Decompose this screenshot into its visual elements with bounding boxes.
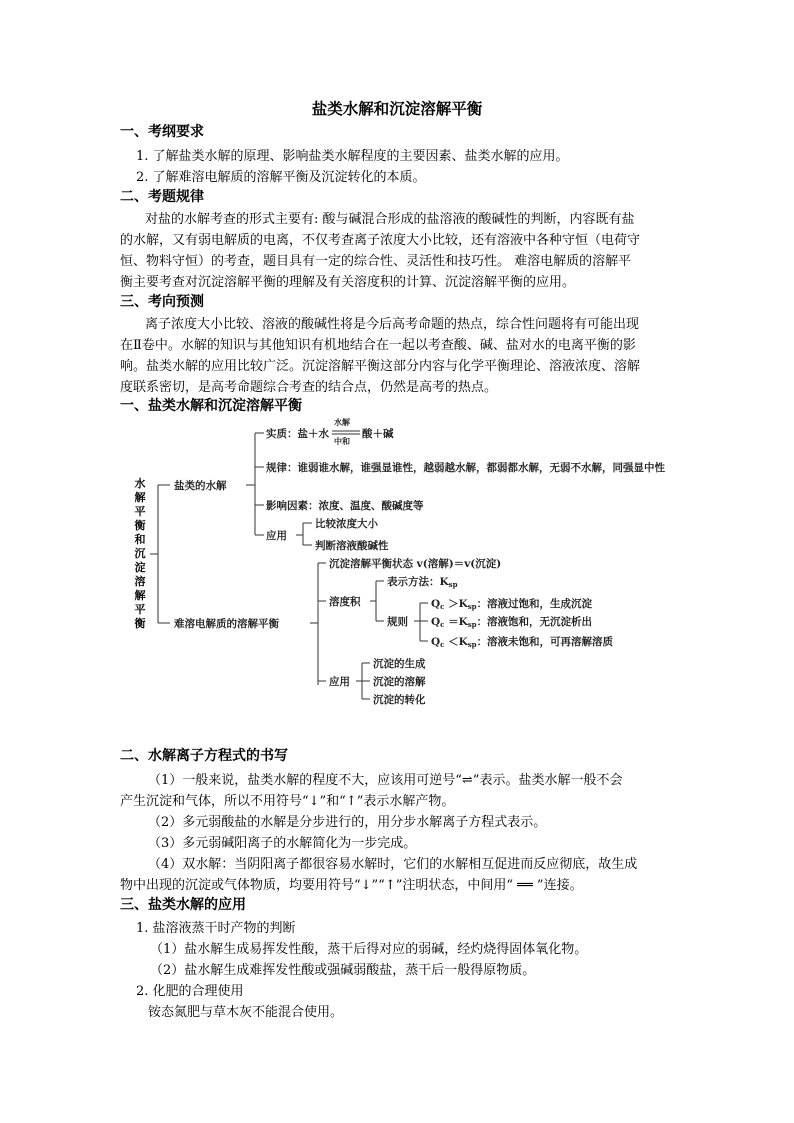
precipitate-dissolution: 沉淀的溶解 [373, 676, 426, 688]
hydrolysis-rule: 规律：谁弱谁水解，谁强显谁性，越弱越水解，都弱都水解，无弱不水解，同强显中性 [266, 462, 665, 474]
section-heading-syllabus: 一、考纲要求 [120, 124, 204, 140]
concept-diagram [120, 415, 720, 715]
ksp-expression: 表示方法：$K_{sp}$ [387, 576, 458, 589]
rule-unsaturated: $Q_c <K_{sp}$：溶液未饱和，可再溶解溶质 [431, 636, 614, 649]
forecast-line: 响。盐类水解的应用比较广泛。沉淀溶解平衡这部分内容与化学平衡理论、溶液浓度、溶解 [120, 359, 641, 374]
application-judge-acidity: 判断溶液酸碱性 [315, 540, 389, 552]
section-heading-patterns: 二、考题规律 [120, 189, 204, 205]
forecast-line: 离子浓度大小比较、溶液的酸碱性将是今后高考命题的热点，综合性问题将有可能出现 [145, 317, 640, 332]
hydrolysis-factors: 影响因素：浓度、温度、酸碱度等 [266, 500, 424, 512]
section-heading-applications: 三、盐类水解的应用 [120, 897, 246, 913]
branch-salt-hydrolysis: 盐类的水解 [174, 480, 227, 492]
page-title: 盐类水解和沉淀溶解平衡 [311, 99, 483, 118]
patterns-line: 的水解，又有弱电解质的电离，不仅考查离子浓度大小比较，还有溶液中各种守恒（电荷守 [120, 233, 641, 248]
precipitate-conversion: 沉淀的转化 [373, 694, 426, 706]
patterns-line: 对盐的水解考查的形式主要有: 酸与碱混合形成的盐溶液的酸碱性的判断，内容既有盐 [145, 212, 635, 227]
application-item-2: 2. 化肥的合理使用 [136, 984, 244, 999]
application-compare-concentration: 比较浓度大小 [315, 518, 378, 530]
rule-saturated: $Q_c =K_{sp}$：溶液饱和，无沉淀析出 [431, 616, 593, 629]
equation-rule-line: 物中出现的沉淀或气体物质，均要用符号“↓”“↑”注明状态，中间用“ ══ ”连接。 [120, 878, 583, 893]
hydrolysis-application: 应用 [266, 530, 287, 542]
syllabus-item-2: 2. 了解难溶电解质的溶解平衡及沉淀转化的本质。 [136, 170, 426, 185]
essence-label-hydrolysis: 水解 [334, 417, 350, 427]
equation-rule-line: 产生沉淀和气体，所以不用符号“↓”和“↑”表示水解产物。 [120, 794, 455, 809]
section-heading-equations: 二、水解离子方程式的书写 [120, 748, 288, 764]
patterns-line: 衡主要考查对沉淀溶解平衡的理解及有关溶度积的计算、沉淀溶解平衡的应用。 [120, 275, 576, 290]
patterns-line: 恒、物料守恒）的考查，题目具有一定的综合性、灵活性和技巧性。 难溶电解质的溶解平 [120, 254, 632, 269]
forecast-line: 度联系密切，是高考命题综合考查的结合点，仍然是高考的热点。 [120, 380, 498, 395]
equation-rule-line: （1）一般来说，盐类水解的程度不大，应该用可逆号“⇌”表示。盐类水解一般不会 [148, 773, 623, 788]
equilibrium-state: 沉淀溶解平衡状态 v(溶解)＝v(沉淀) [329, 558, 502, 570]
syllabus-item-1: 1. 了解盐类水解的原理、影响盐类水解程度的主要因素、盐类水解的应用。 [136, 149, 569, 164]
forecast-line: 在Ⅱ卷中。水解的知识与其他知识有机地结合在一起以考查酸、碱、盐对水的电离平衡的影 [120, 338, 636, 353]
hydrolysis-essence: 实质：盐＋水 [266, 428, 329, 440]
diagram-root-label: 水 解 平 衡 和 沉 淀 溶 解 平 衡 [134, 477, 146, 630]
essence-label-neutralization: 中和 [334, 436, 350, 446]
application-line: （1）盐水解生成易挥发性酸，蒸干后得对应的弱碱，经灼烧得固体氧化物。 [150, 942, 588, 957]
application-item-1: 1. 盐溶液蒸干时产物的判断 [136, 921, 296, 936]
section-heading-overview: 一、盐类水解和沉淀溶解平衡 [120, 398, 302, 414]
precipitate-formation: 沉淀的生成 [373, 658, 426, 670]
application-line: （2）盐水解生成难挥发性酸或强碱弱酸盐，蒸干后一般得原物质。 [150, 963, 536, 978]
rule-supersaturated: $Q_c >K_{sp}$：溶液过饱和，生成沉淀 [431, 598, 593, 611]
equation-rule-line: （4）双水解：当阴阳离子都很容易水解时，它们的水解相互促进而反应彻底，故生成 [148, 857, 638, 872]
essence-products: 酸＋碱 [362, 428, 394, 440]
equation-rule-line: （3）多元弱碱阳离子的水解简化为一步完成。 [148, 836, 417, 851]
precipitation-application: 应用 [329, 676, 350, 688]
ksp-rules: 规则 [387, 616, 408, 628]
solubility-product: 溶度积 [329, 596, 361, 608]
branch-dissolution-equilibrium: 难溶电解质的溶解平衡 [174, 618, 279, 630]
section-heading-forecast: 三、考向预测 [120, 294, 204, 310]
application-line: 铵态氮肥与草木灰不能混合使用。 [148, 1005, 344, 1020]
equation-rule-line: （2）多元弱酸盐的水解是分步进行的，用分步水解离子方程式表示。 [148, 815, 547, 830]
